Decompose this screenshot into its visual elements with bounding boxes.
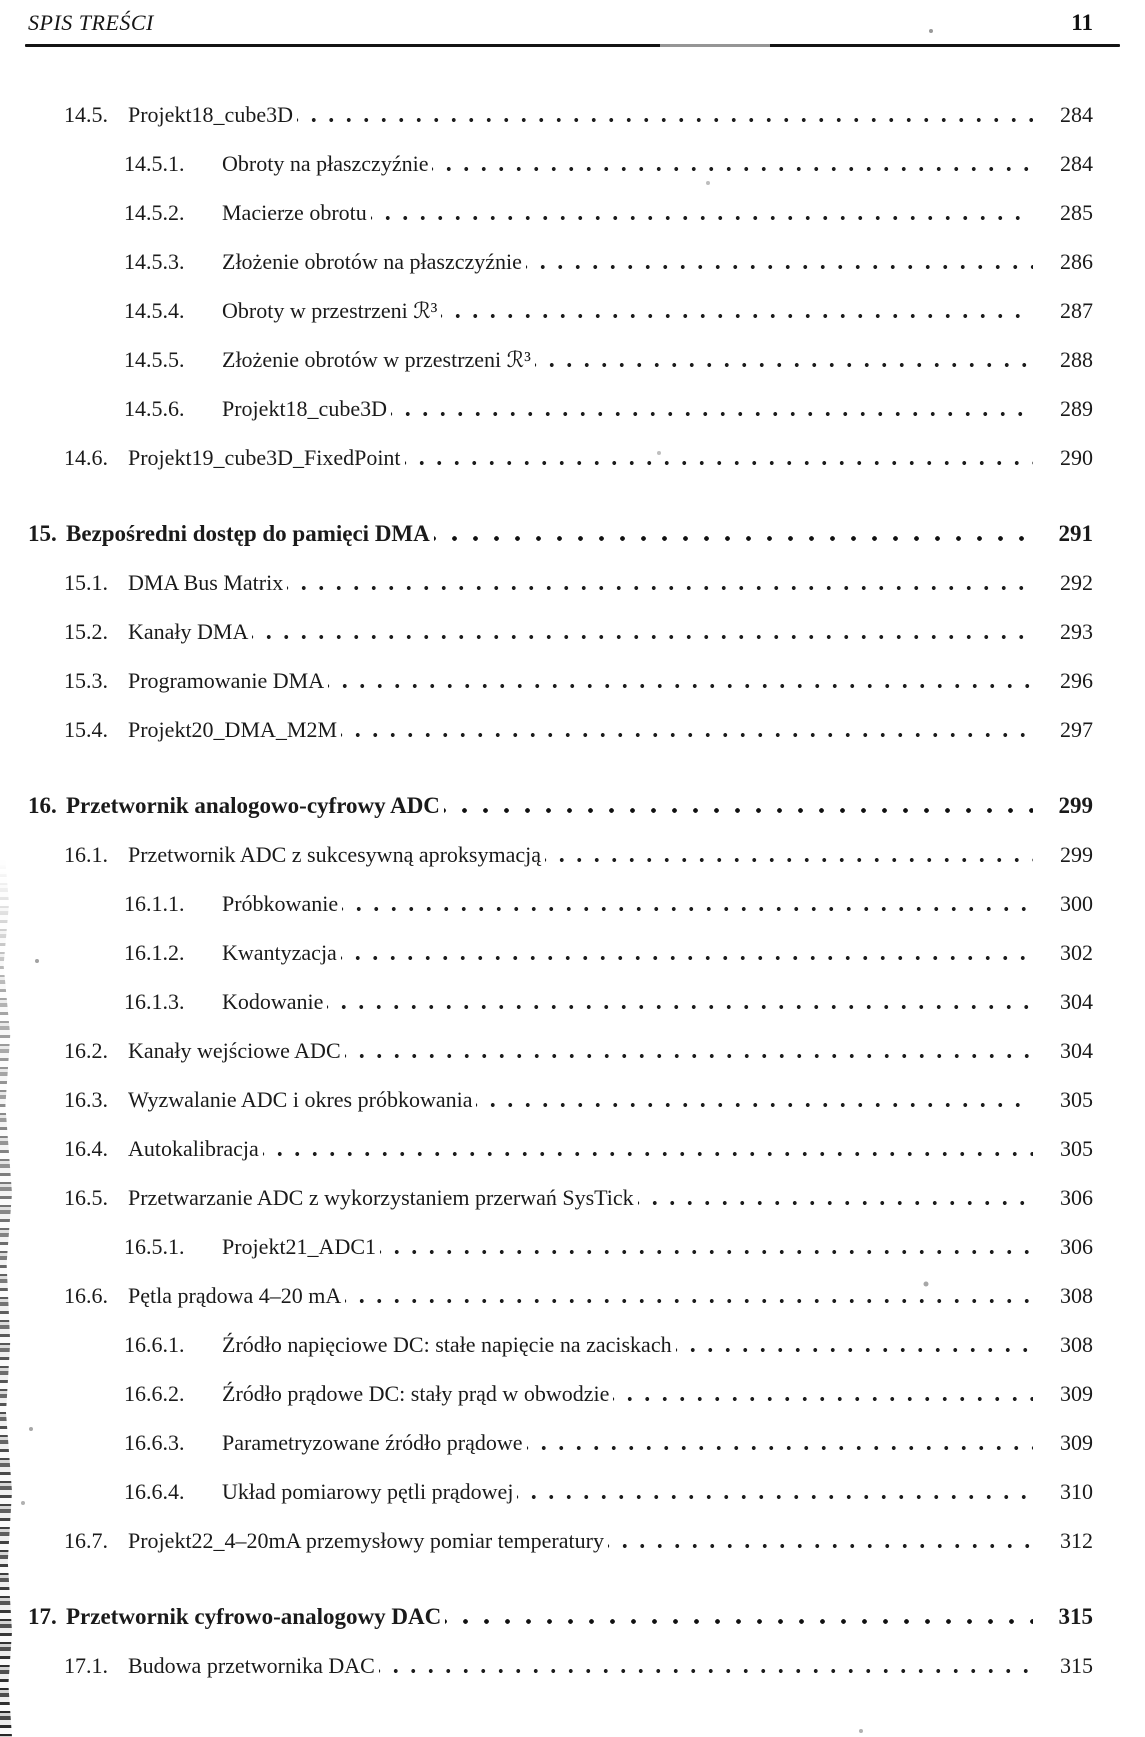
toc-entry (28, 1075, 1093, 1124)
toc-entry-title: Kwantyzacja (222, 940, 337, 965)
toc-entry-title: Źródło napięciowe DC: stałe napięcie na zaciskach (222, 1332, 672, 1357)
toc-entry-title: Projekt19_cube3D_FixedPoint (128, 445, 401, 470)
toc-entry-title: Układ pomiarowy pętli prądowej (222, 1479, 514, 1504)
dot-leader (252, 607, 1033, 656)
toc-entry-title: Próbkowanie (222, 891, 339, 916)
dot-leader (535, 335, 1033, 384)
dot-leader (380, 1222, 1033, 1271)
toc-entry-page: 299 (1060, 842, 1093, 867)
toc-entry-title: Obroty w przestrzeni ℛ³ (222, 298, 438, 323)
toc-entry-number: 16.6.1. (124, 1332, 185, 1357)
toc-entry (28, 1320, 1093, 1369)
dot-leader (341, 928, 1033, 977)
toc-entry (28, 237, 1093, 286)
toc-entry-title: DMA Bus Matrix (128, 570, 284, 595)
toc-entry (28, 1222, 1093, 1271)
toc-entry-page: 292 (1060, 570, 1093, 595)
toc-entry-number: 14.5.4. (124, 298, 185, 323)
toc-entry-page: 309 (1060, 1430, 1093, 1455)
toc-entry-title: Przetwornik ADC z sukcesywną aproksymacją (128, 842, 542, 867)
toc-entry-page: 296 (1060, 668, 1093, 693)
toc-entry-number: 16.1.3. (124, 989, 185, 1014)
toc-entry-number: 14.5.6. (124, 396, 185, 421)
toc-entry-number: 15.3. (64, 668, 108, 693)
page-header (28, 10, 1093, 36)
toc-entry-title: Macierze obrotu (222, 200, 367, 225)
toc-entry (28, 384, 1093, 433)
toc-entry-number: 16.1.1. (124, 891, 185, 916)
toc-entry-number: 16.5. (64, 1185, 108, 1210)
toc-entry-title: Bezpośredni dostęp do pamięci DMA (66, 521, 430, 546)
header-rule-fade-artifact (660, 43, 770, 48)
dot-leader (345, 1271, 1033, 1320)
toc-entry-page: 310 (1060, 1479, 1093, 1504)
dot-leader (345, 1026, 1033, 1075)
toc-entry-title: Kanały DMA (128, 619, 249, 644)
toc-entry-page: 304 (1060, 1038, 1093, 1063)
dot-leader (391, 384, 1033, 433)
toc-entry (28, 781, 1093, 830)
dot-leader (545, 830, 1033, 879)
scan-artifact-left-edge (0, 860, 12, 1737)
dot-leader (476, 1075, 1033, 1124)
toc-entry-number: 16.6.4. (124, 1479, 185, 1504)
dot-leader (638, 1173, 1033, 1222)
toc-entry (28, 1369, 1093, 1418)
dot-leader (405, 433, 1033, 482)
dot-leader (526, 237, 1033, 286)
toc-entry (28, 139, 1093, 188)
toc-entry (28, 1026, 1093, 1075)
toc-entry-title: Autokalibracja (128, 1136, 259, 1161)
toc-entry (28, 1516, 1093, 1565)
dot-leader (517, 1467, 1033, 1516)
toc-entry (28, 705, 1093, 754)
toc-entry-title: Pętla prądowa 4–20 mA (128, 1283, 342, 1308)
dot-leader (444, 781, 1033, 830)
toc-entry-page: 300 (1060, 891, 1093, 916)
dot-leader (434, 509, 1033, 558)
header-rule (25, 44, 1120, 47)
toc-entry-number: 16.5.1. (124, 1234, 185, 1259)
toc-entry-page: 306 (1060, 1185, 1093, 1210)
dot-leader (379, 1641, 1033, 1690)
toc-entry-page: 293 (1060, 619, 1093, 644)
toc-entry-title: Przetwornik analogowo-cyfrowy ADC (66, 793, 440, 818)
toc-entry-number: 16.1.2. (124, 940, 185, 965)
toc-entry-page: 309 (1060, 1381, 1093, 1406)
toc-entry (28, 830, 1093, 879)
toc-entry-number: 15.4. (64, 717, 108, 742)
toc-entry (28, 286, 1093, 335)
running-head-page-number: 11 (1071, 10, 1093, 35)
toc-entry (28, 335, 1093, 384)
toc-entry-title: Przetwornik cyfrowo-analogowy DAC (66, 1604, 442, 1629)
dot-leader (328, 656, 1033, 705)
toc-entry-number: 15.1. (64, 570, 108, 595)
toc-entry (28, 1592, 1093, 1641)
dot-leader (341, 705, 1033, 754)
toc-entry-title: Złożenie obrotów w przestrzeni ℛ³ (222, 347, 531, 372)
dot-leader (263, 1124, 1033, 1173)
toc-entry-page: 291 (1058, 521, 1093, 546)
toc-entry-title: Budowa przetwornika DAC (128, 1653, 375, 1678)
toc-entry-page: 304 (1060, 989, 1093, 1014)
toc-entry-number: 16.2. (64, 1038, 108, 1063)
toc-entry-number: 17. (28, 1604, 57, 1629)
toc-entry-number: 14.5.5. (124, 347, 185, 372)
dot-leader (445, 1592, 1033, 1641)
dot-leader (527, 1418, 1033, 1467)
dot-leader (342, 879, 1033, 928)
toc-entry-page: 315 (1060, 1653, 1093, 1678)
scan-speckles (0, 0, 2, 2)
toc-entry-title: Projekt22_4–20mA przemysłowy pomiar temperatury (128, 1528, 604, 1553)
toc-entry-number: 16. (28, 793, 57, 818)
dot-leader (371, 188, 1033, 237)
toc-entry-page: 284 (1060, 151, 1093, 176)
toc-entry-number: 14.5. (64, 102, 108, 127)
toc-entry (28, 1418, 1093, 1467)
toc-entry-page: 302 (1060, 940, 1093, 965)
toc-entry-page: 308 (1060, 1332, 1093, 1357)
dot-leader (441, 286, 1033, 335)
toc-entry (28, 509, 1093, 558)
toc-entry-page: 315 (1058, 1604, 1093, 1629)
toc-entry (28, 433, 1093, 482)
toc-entry (28, 928, 1093, 977)
dot-leader (613, 1369, 1033, 1418)
toc-entry-number: 14.5.1. (124, 151, 185, 176)
toc-entry-title: Projekt21_ADC1 (222, 1234, 376, 1259)
toc-entry (28, 1173, 1093, 1222)
toc-entry-title: Źródło prądowe DC: stały prąd w obwodzie (222, 1381, 610, 1406)
toc-entry-number: 16.6. (64, 1283, 108, 1308)
toc-entry-page: 287 (1060, 298, 1093, 323)
toc-entry-number: 16.6.2. (124, 1381, 185, 1406)
toc-entry (28, 977, 1093, 1026)
toc-entry-title: Projekt18_cube3D (128, 102, 293, 127)
toc-entry-number: 17.1. (64, 1653, 108, 1678)
dot-leader (287, 558, 1033, 607)
toc-entry (28, 607, 1093, 656)
toc-entry-title: Projekt20_DMA_M2M (128, 717, 338, 742)
dot-leader (297, 90, 1033, 139)
toc-entry (28, 1124, 1093, 1173)
toc-entry-title: Kanały wejściowe ADC (128, 1038, 341, 1063)
toc-entry-number: 14.5.3. (124, 249, 185, 274)
toc-entry (28, 1641, 1093, 1690)
toc-entry-page: 285 (1060, 200, 1093, 225)
dot-leader (608, 1516, 1033, 1565)
toc-entry-title: Przetwarzanie ADC z wykorzystaniem przerwań SysTick (128, 1185, 634, 1210)
toc-entry-page: 284 (1060, 102, 1093, 127)
toc-entry-page: 299 (1058, 793, 1093, 818)
toc-entry-number: 14.5.2. (124, 200, 185, 225)
toc-entry-number: 16.1. (64, 842, 108, 867)
dot-leader (432, 139, 1033, 188)
toc-entry-page: 297 (1060, 717, 1093, 742)
toc-entry (28, 558, 1093, 607)
running-head-title: SPIS TREŚCI (28, 10, 154, 35)
toc-entry-page: 286 (1060, 249, 1093, 274)
toc-entry-title: Programowanie DMA (128, 668, 325, 693)
toc-entry-page: 308 (1060, 1283, 1093, 1308)
toc-entry-number: 16.7. (64, 1528, 108, 1553)
toc-entry-title: Parametryzowane źródło prądowe (222, 1430, 523, 1455)
toc-entry-page: 288 (1060, 347, 1093, 372)
toc-entry-number: 16.6.3. (124, 1430, 185, 1455)
toc-entry-page: 290 (1060, 445, 1093, 470)
toc-entry (28, 188, 1093, 237)
toc-entry-title: Wyzwalanie ADC i okres próbkowania (128, 1087, 473, 1112)
toc-entry (28, 656, 1093, 705)
toc-entry (28, 90, 1093, 139)
toc-entry-page: 289 (1060, 396, 1093, 421)
toc-entry-number: 15.2. (64, 619, 108, 644)
dot-leader (676, 1320, 1033, 1369)
toc-entry (28, 879, 1093, 928)
toc-entry-page: 305 (1060, 1136, 1093, 1161)
toc-entry-number: 15. (28, 521, 57, 546)
toc-entry-page: 312 (1060, 1528, 1093, 1553)
toc-entry-number: 16.4. (64, 1136, 108, 1161)
toc-entry-number: 14.6. (64, 445, 108, 470)
toc-entry (28, 1271, 1093, 1320)
toc-entry-title: Złożenie obrotów na płaszczyźnie (222, 249, 522, 274)
toc-entry-title: Obroty na płaszczyźnie (222, 151, 429, 176)
toc-entry-page: 305 (1060, 1087, 1093, 1112)
toc-entry (28, 1467, 1093, 1516)
toc-entry-number: 16.3. (64, 1087, 108, 1112)
toc-list (28, 90, 1093, 1690)
toc-entry-page: 306 (1060, 1234, 1093, 1259)
dot-leader (327, 977, 1033, 1026)
toc-entry-title: Kodowanie (222, 989, 324, 1014)
toc-entry-title: Projekt18_cube3D (222, 396, 387, 421)
